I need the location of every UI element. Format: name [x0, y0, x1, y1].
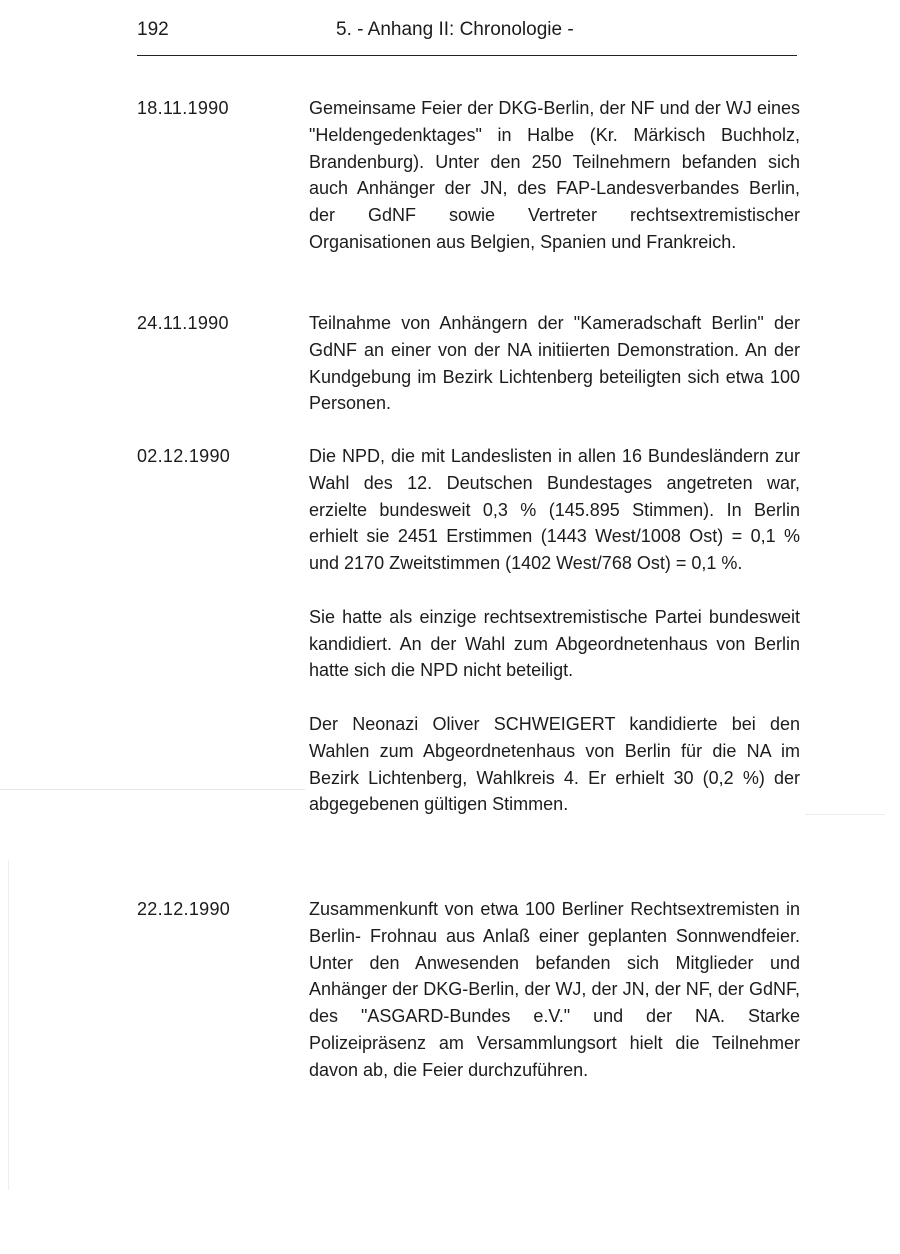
entry-paragraph: Sie hatte als einzige rechtsextremistische Partei bundesweit kandidiert. An der Wahl zum Abgeordnetenhaus von Berlin hatte sich die NPD nicht beteiligt.: [309, 606, 800, 681]
entry-paragraph: Teilnahme von Anhängern der "Kameradschaft Berlin" der GdNF an einer von der NA initiierten Demonstration. An der Kundgebung im Bezirk Lichtenberg beteiligten sich etwa 100 Personen.: [309, 313, 800, 414]
entry-date: 02.12.1990: [137, 446, 231, 466]
entry-date: 24.11.1990: [137, 313, 229, 333]
entry-text: [309, 95, 800, 256]
entry-paragraph: Gemeinsame Feier der DKG-Berlin, der NF und der WJ eines "Heldengedenktages" in Halbe (Kr. Märkisch Buchholz, Brandenburg). Unter den 250 Teilnehmern befanden sich auch Anhänger der JN, des FAP-Landesverbandes Berlin, der GdNF sowie Vertreter rechtsextremistischer Organisationen aus Belgien, Spanien und Frankreich.: [309, 98, 800, 252]
entry-paragraph: Der Neonazi Oliver SCHWEIGERT kandidierte bei den Wahlen zum Abgeordnetenhaus von Berlin für die NA im Bezirk Lichtenberg, Wahlkreis 4. Er erhielt 30 (0,2 %) der abgegebenen gültigen Stimmen.: [309, 713, 800, 815]
page-header: [137, 16, 797, 44]
entry-date: 18.11.1990: [137, 98, 229, 118]
entry-text: [309, 310, 800, 417]
entry-paragraph: Zusammenkunft von etwa 100 Berliner Rechtsextremisten in Berlin- Frohnau aus Anlaß einer geplanten Sonnwendfeier. Unter den Anwesenden befanden sich Mitglieder und Anhänger der DKG-Berlin, der WJ, der JN, der NF, der GdNF, des "ASGARD-Bundes e.V." und der NA. Starke Polizeipräsenz am Versammlungsort hielt die Teilnehmer davon ab, die Feier durchzuführen.: [309, 899, 800, 1080]
entry-text: [309, 896, 800, 1084]
scan-artifact-edge: [8, 860, 9, 1190]
entry-date: 22.12.1990: [137, 899, 231, 919]
header-rule: [137, 55, 797, 56]
scan-artifact-line: [805, 814, 885, 815]
page-number: 192: [137, 19, 169, 40]
entry-paragraph: Die NPD, die mit Landeslisten in allen 16 Bundesländern zur Wahl des 12. Deutschen Bundestages angetreten war, erzielte bundesweit 0,3 % (145.895 Stimmen). In Berlin erhielt sie 2451 Erstimmen (1443 West/1008 Ost) = 0,1 % und 2170 Zweitstimmen (1402 West/768 Ost) = 0,1 %.: [309, 446, 800, 574]
running-title: 5. - Anhang II: Chronologie -: [336, 19, 574, 40]
scan-artifact-line: [0, 789, 305, 790]
entry-text: [309, 443, 800, 818]
